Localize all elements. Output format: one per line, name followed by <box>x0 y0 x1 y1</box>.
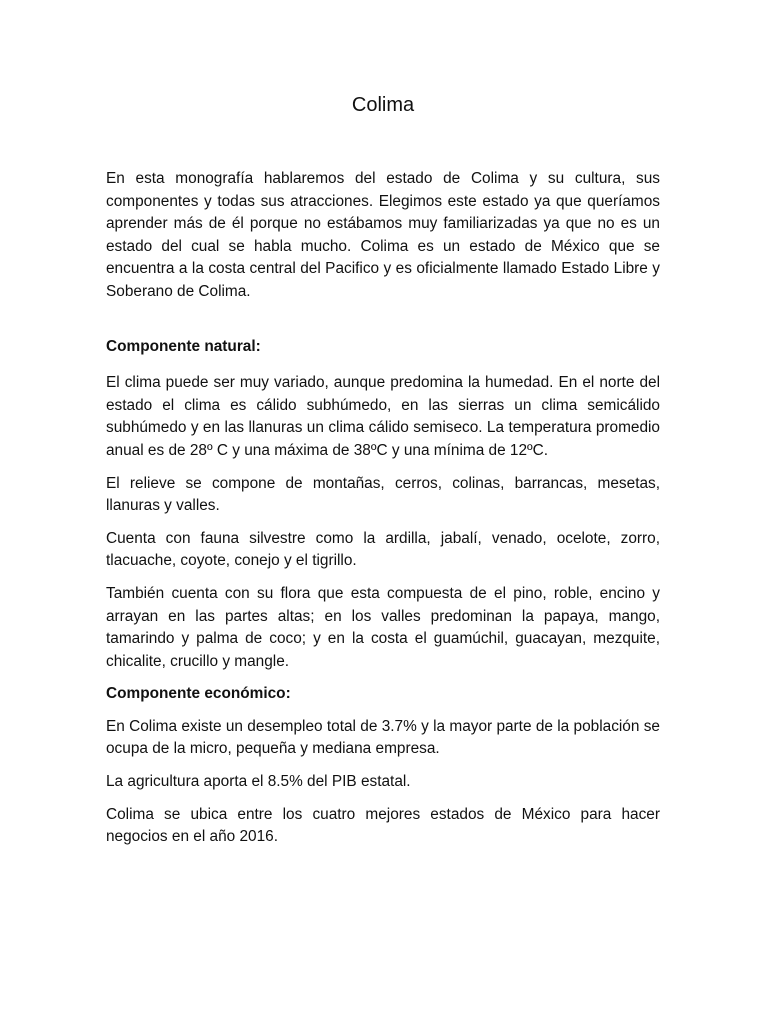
paragraph-agricultura: La agricultura aporta el 8.5% del PIB estatal. <box>106 773 411 791</box>
section-heading-economico: Componente económico: <box>106 685 291 703</box>
paragraph-desempleo: En Colima existe un desempleo total de 3.7% y la mayor parte de la población se ocupa de la micro, pequeña y mediana empresa. <box>106 717 660 758</box>
paragraph-fauna: Cuenta con fauna silvestre como la ardilla, jabalí, venado, ocelote, zorro, tlacuache, coyote, conejo y el tigrillo. <box>106 529 660 570</box>
paragraph-negocios: Colima se ubica entre los cuatro mejores estados de México para hacer negocios en el año 2016. <box>106 805 660 846</box>
section-heading-natural: Componente natural: <box>106 337 261 355</box>
paragraph-relieve: El relieve se compone de montañas, cerros, colinas, barrancas, mesetas, llanuras y valles. <box>106 474 660 515</box>
paragraph-clima: El clima puede ser muy variado, aunque predomina la humedad. En el norte del estado el clima es cálido subhúmedo, en las sierras un clima semicálido subhúmedo y en las llanuras un clima cálido semiseco. La temperatura promedio anual es de 28º C y una máxima de 38ºC y una mínima de 12ºC. <box>106 374 660 459</box>
document-body <box>106 168 660 859</box>
document-title: Colima <box>351 94 415 116</box>
intro-paragraph: En esta monografía hablaremos del estado de Colima y su cultura, sus componentes y todas sus atracciones. Elegimos este estado ya que queríamos aprender más de él porque no estábamos muy familiarizadas ya que no es un estado del cual se habla mucho. Colima es un estado de México que se encuentra a la costa central del Pacifico y es oficialmente llamado Estado Libre y Soberano de Colima. <box>106 170 660 300</box>
paragraph-flora: También cuenta con su flora que esta compuesta de el pino, roble, encino y arrayan en las partes altas; en los valles predominan la papaya, mango, tamarindo y palma de coco; y en la costa el guamúchil, guacayan, mezquite, chicalite, crucillo y mangle. <box>106 584 660 670</box>
